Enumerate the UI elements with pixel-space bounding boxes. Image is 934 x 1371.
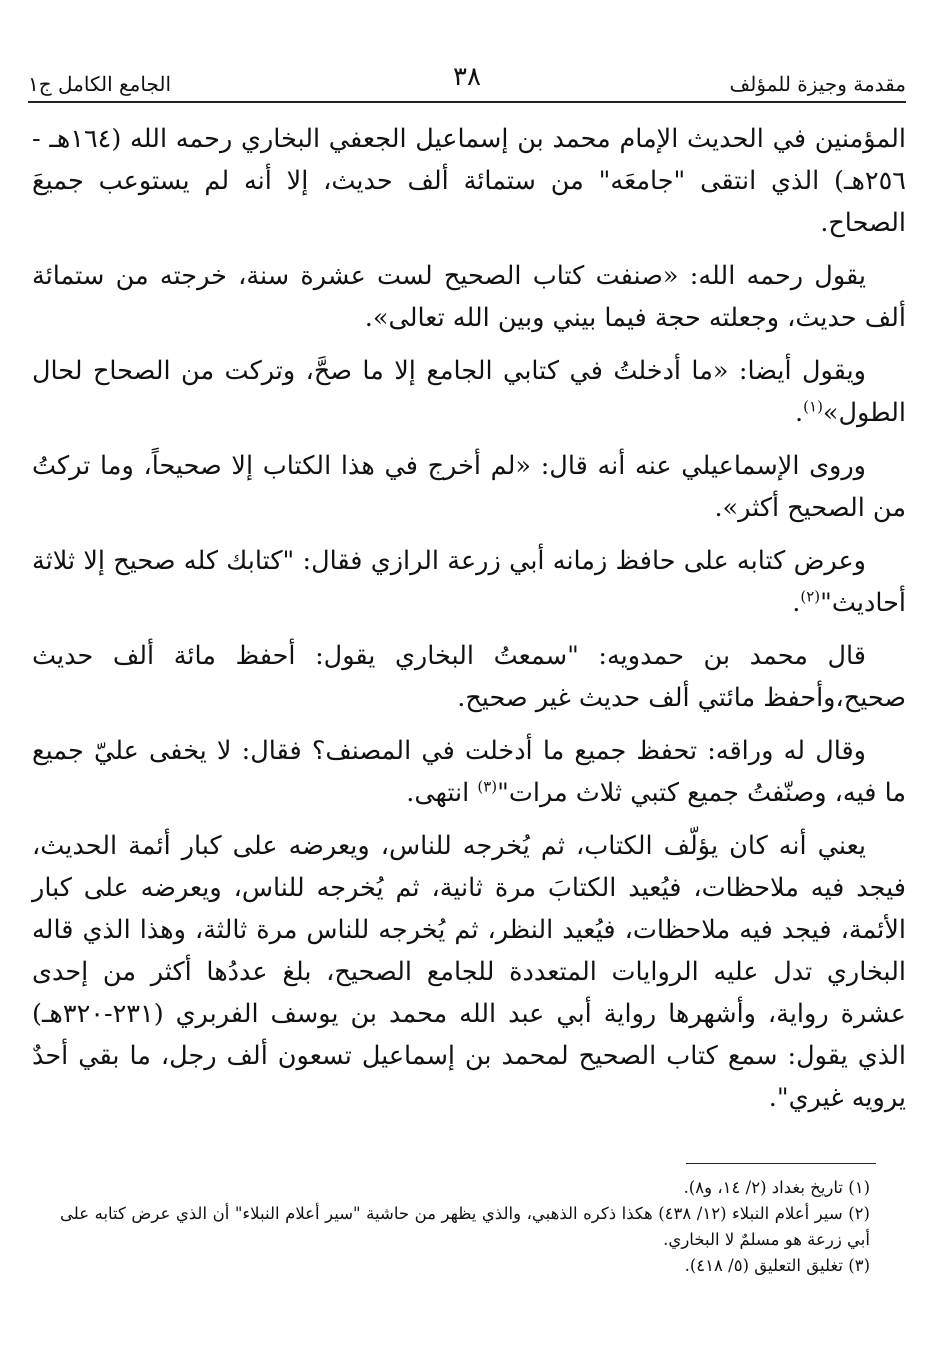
paragraph: وروى الإسماعيلي عنه أنه قال: «لم أخرج في هذا الكتاب إلا صحيحاً، وما تركتُ من الصحيح أكثر». xyxy=(32,451,906,523)
body-text xyxy=(32,118,906,1130)
footnote: (٢) سير أعلام النبلاء (١٢/ ٤٣٨) هكذا ذكره الذهبي، والذي يظهر من حاشية "سير أعلام النبلاء" أن الذي عرض كتابه على أبي زرعة هو مسلمٌ لا البخاري. xyxy=(60,1204,870,1249)
paragraph: يعني أنه كان يؤلّف الكتاب، ثم يُخرجه للناس، ويعرضه على كبار أئمة الحديث، فيجد فيه ملاحظات، فيُعيد الكتابَ مرة ثانية، ثم يُخرجه للناس، ويعرضه على كبار الأئمة، فيجد فيه ملاحظات، فيُعيد النظر، ثم يُخرجه للناس مرة ثالثة، وهذا الذي قاله البخاري تدل عليه الروايات المتعددة للجامع الصحيح، بلغ عددُها أكثر من إحدى عشرة رواية، وأشهرها رواية أبي عبد الله محمد بن يوسف الفربري (٢٣١-٣٢٠هـ) الذي يقول: سمع كتاب الصحيح لمحمد بن إسماعيل تسعون ألف رجل، ما بقي أحدٌ يرويه غيري". xyxy=(32,831,906,1113)
footnote-rule xyxy=(686,1163,876,1164)
footnote-reference[interactable]: (٣) xyxy=(477,777,498,796)
footnote-reference[interactable]: (١) xyxy=(803,397,823,416)
footnotes xyxy=(60,1175,870,1279)
paragraph: وقال له وراقه: تحفظ جميع ما أدخلت في المصنف؟ فقال: لا يخفى عليّ جميع ما فيه، وصنّفتُ جميع كتبي ثلاث مرات"$^{(٣)}$ انتهى. xyxy=(32,736,906,808)
paragraph: يقول رحمه الله: «صنفت كتاب الصحيح لست عشرة سنة، خرجته من ستمائة ألف حديث، وجعلته حجة فيما بيني وبين الله تعالى». xyxy=(32,261,906,333)
footnote: (٣) تغليق التعليق (٥/ ٤١٨). xyxy=(684,1256,870,1275)
paragraph: قال محمد بن حمدويه: "سمعتُ البخاري يقول: أحفظ مائة ألف حديث صحيح،وأحفظ مائتي ألف حديث غير صحيح. xyxy=(32,641,906,713)
book-title: الجامع الكامل ج١ xyxy=(28,72,172,96)
page-number: ٣٨ xyxy=(453,62,481,92)
paragraph: المؤمنين في الحديث الإمام محمد بن إسماعيل الجعفي البخاري رحمه الله (١٦٤هـ - ٢٥٦هـ) الذي انتقى "جامعَه" من ستمائة ألف حديث، إلا أنه لم يستوعب جميعَ الصحاح. xyxy=(32,124,907,238)
footnote: (١) تاريخ بغداد (٢/ ١٤، و٨). xyxy=(683,1178,870,1197)
chapter-title: مقدمة وجيزة للمؤلف xyxy=(729,72,906,96)
running-header xyxy=(28,52,906,96)
header-rule xyxy=(28,101,906,103)
footnote-reference[interactable]: (٢) xyxy=(800,587,821,606)
paragraph: وعرض كتابه على حافظ زمانه أبي زرعة الرازي فقال: "كتابك كله صحيح إلا ثلاثة أحاديث"$^{(٢)}$. xyxy=(32,546,906,618)
paragraph: ويقول أيضا: «ما أدخلتُ في كتابي الجامع إلا ما صحَّ، وتركت من الصحاح لحال الطول»$^{(١)}$. xyxy=(32,356,906,428)
